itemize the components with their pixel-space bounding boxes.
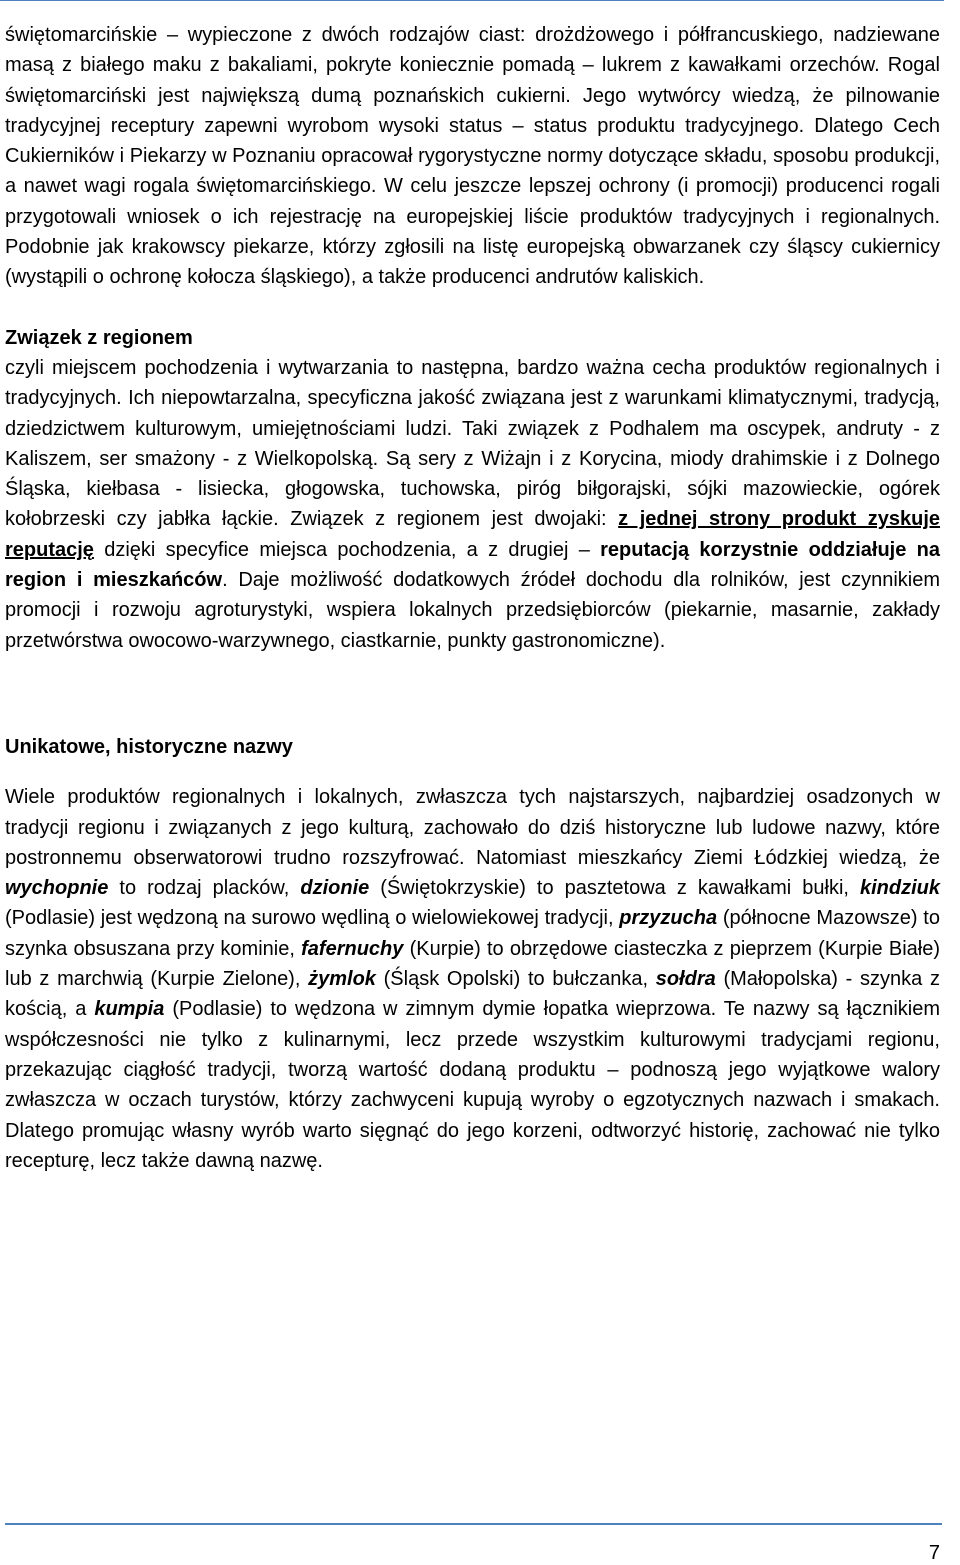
document-page [5, 20, 940, 1176]
text-segment: to rodzaj placków, [108, 877, 301, 900]
term-zymlok: żymlok [308, 968, 376, 991]
section-names [5, 732, 940, 1176]
emphasis-region-benefit: reputacją korzystnie oddziałuje na region i mieszkańców [5, 538, 940, 592]
text-segment: (Małopolska) - szynka z kością, a [5, 968, 940, 1021]
text-segment: (Świętokrzyskie) to pasztetowa z kawałkami bułki, [369, 877, 860, 900]
emphasis-reputation: z jednej strony produkt zyskuje reputację [5, 508, 940, 561]
paragraph-rogal: świętomarcińskie – wypieczone z dwóch rodzajów ciast: drożdżowego i półfrancuskiego, nadziewane masą z białego maku z bakaliami, pokryte koniecznie pomadą – lukrem z kawałkami orzechów. Rogal świętomarciński jest największą dumą poznańskich cukierni. Jego wytwórcy wiedzą, że pilnowanie tradycyjnej receptury zapewni wyrobom wysoki status – status produktu tradycyjnego. Dlatego Cech Cukierników i Piekarzy w Poznaniu opracował rygorystyczne normy dotyczące składu, sposobu produkcji, a nawet wagi rogala świętomarcińskiego. W celu jeszcze lepszej ochrony (i promocji) producenci rogali przygotowali wniosek o ich rejestrację na europejskiej liście produktów tradycyjnych i regionalnych. Podobnie jak krakowscy piekarze, którzy zgłosili na listę europejską obwarzanek czy śląscy cukiernicy (wystąpili o ochronę kołocza śląskiego), a także producenci andrutów kaliskich. [5, 24, 940, 289]
text-segment: (Śląsk Opolski) to bułczanka, [375, 968, 656, 991]
footer-rule [5, 1523, 942, 1525]
paragraph-names [5, 782, 940, 1176]
term-wychopnie: wychopnie [5, 877, 109, 900]
text-segment: (północne Mazowsze) to szynka obsuszana przy kominie, [5, 907, 940, 960]
text-segment: (Podlasie) jest wędzoną na surowo wędliną o wielowiekowej tradycji, [5, 907, 620, 930]
section-heading-names: Unikatowe, historyczne nazwy [5, 735, 293, 758]
term-kindziuk: kindziuk [860, 877, 941, 900]
text-segment: dzięki specyfice miejsca pochodzenia, a z drugiej – [93, 538, 601, 561]
term-soldra: sołdra [655, 968, 716, 991]
section-heading-region: Związek z regionem [5, 326, 193, 349]
top-rule [0, 0, 944, 1]
text-segment: (Kurpie) to obrzędowe ciasteczka z pieprzem (Kurpie Białe) lub z marchwią (Kurpie Zielone), [5, 937, 941, 991]
term-fafernuchy: fafernuchy [301, 937, 404, 960]
term-przyzucha: przyzucha [619, 907, 718, 930]
paragraph-region [5, 353, 940, 656]
text-segment: (Podlasie) to wędzona w zimnym dymie łopatka wieprzowa. Te nazwy są łącznikiem współczesności nie tylko z kulinarnymi, lecz przede wszystkim kulturowymi tradycjami regionu, przekazując ciągłość tradycji, tworzą wartość dodaną produktu – podnoszą jego wyjątkowe walory zwłaszcza w oczach turystów, którzy zachwyceni kupują wyroby o egzotycznych nazwach i smakach. Dlatego promując własny wyrób warto sięgnąć do jego korzeni, odtworzyć historię, zachować nie tylko recepturę, lecz także dawną nazwę. [5, 998, 940, 1172]
term-kumpia: kumpia [94, 998, 165, 1021]
page-number: 7 [928, 1542, 940, 1564]
section-region [5, 323, 940, 656]
text-segment: . Daje możliwość dodatkowych źródeł dochodu dla rolników, jest czynnikiem promocji i rozwoju agroturystyki, wspiera lokalnych przedsiębiorców (piekarnie, masarnie, zakłady przetwórstwa owocowo-warzywnego, ciastkarnie, punkty gastronomiczne). [5, 569, 940, 652]
term-dzionie: dzionie [300, 877, 370, 900]
text-segment: czyli miejscem pochodzenia i wytwarzania to następna, bardzo ważna cecha produktów regionalnych i tradycyjnych. Ich niepowtarzalna, specyficzna jakość związana jest z warunkami klimatycznymi, tradycją, dziedzictwem kulturowym, umiejętnościami ludzi. Taki związek z Podhalem ma oscypek, andruty - z Kaliszem, ser smażony - z Wielkopolską. Są sery z Wiżajn i z Korycina, miody drahimskie i z Dolnego Śląska, kiełbasa - lisiecka, głogowska, tuchowska, piróg biłgorajski, sójki mazowieckie, ogórek kołobrzeski czy jabłka łąckie. Związek z regionem jest dwojaki: [5, 356, 940, 531]
text-segment: Wiele produktów regionalnych i lokalnych, zwłaszcza tych najstarszych, najbardziej osadzonych w tradycji regionu i związanych z jego kulturą, zachowało do dziś historyczne lub ludowe nazwy, które postronnemu obserwatorowi trudno rozszyfrować. Natomiast mieszkańcy Ziemi Łódzkiej wiedzą, że [5, 786, 940, 869]
